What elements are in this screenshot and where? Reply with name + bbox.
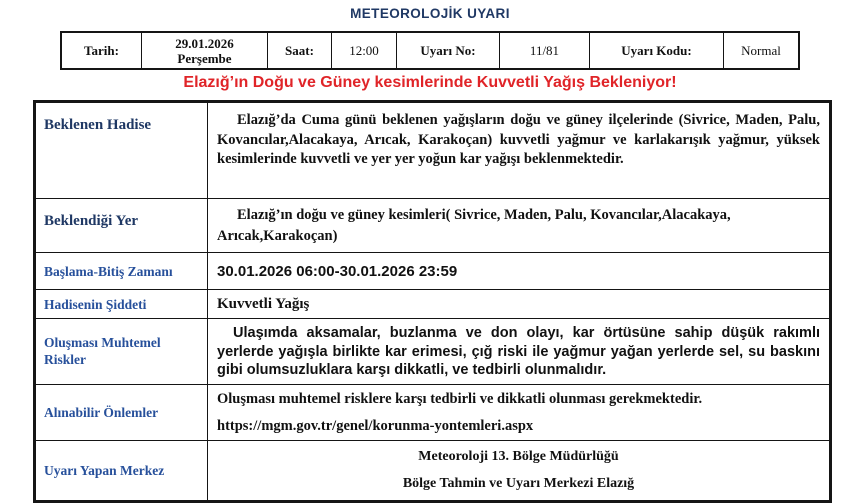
issuing-center-line1: Meteoroloji 13. Bölge Müdürlüğü — [418, 448, 619, 464]
date-label-text: Tarih: — [84, 43, 119, 58]
content-possible-measures — [208, 385, 829, 440]
time-label: Saat: — [268, 33, 332, 68]
label-event-severity: Hadisenin Şiddeti — [36, 290, 208, 318]
page-title: METEOROLOJİK UYARI — [350, 6, 510, 21]
label-expected-event: Beklenen Hadise — [36, 103, 208, 198]
warning-number-label: Uyarı No: — [397, 33, 500, 68]
label-possible-measures: Alınabilir Önlemler — [36, 385, 208, 440]
warning-table — [33, 100, 832, 503]
content-possible-risks: Ulaşımda aksamalar, buzlanma ve don olayı, kar örtüsüne sahip düşük rakımlı yerlerde yağışla birlikte kar erimesi, çığ riski ile yağmur yağan yerlerde sel, su baskını gibi olumsuzluklara karşı dikkatli, ve tedbirli olunmalıdır. — [217, 325, 820, 378]
warning-code-value: Normal — [741, 43, 781, 58]
table-row — [36, 253, 829, 290]
date-value-line1: 29.01.2026 — [175, 35, 234, 51]
table-row — [36, 441, 829, 500]
label-expected-place: Beklendiği Yer — [36, 199, 208, 252]
content-start-end-time: 30.01.2026 06:00-30.01.2026 23:59 — [217, 262, 458, 280]
table-row — [36, 199, 829, 253]
content-expected-place: Elazığ’ın doğu ve güney kesimleri( Sivrice, Maden, Palu, Kovancılar,Alacakaya, Arıcak,Karakoçan) — [217, 207, 731, 244]
time-value: 12:00 — [332, 33, 397, 68]
content-issuing-center — [208, 441, 829, 500]
meta-bar — [60, 31, 800, 70]
warning-headline: Elazığ’ın Doğu ve Güney kesimlerinde Kuvvetli Yağış Bekleniyor! — [183, 74, 677, 91]
label-start-end-time: Başlama-Bitiş Zamanı — [36, 253, 208, 289]
date-label — [62, 33, 142, 68]
date-value — [142, 33, 268, 68]
content-event-severity: Kuvvetli Yağış — [217, 295, 310, 312]
warning-number-value: 11/81 — [500, 33, 590, 68]
measures-text: Oluşması muhtemel risklere karşı tedbirli ve dikkatli olunması gerekmektedir. — [217, 390, 703, 407]
prevention-url-link[interactable]: https://mgm.gov.tr/genel/korunma-yontemleri.aspx — [217, 417, 534, 434]
issuing-center-line2: Bölge Tahmin ve Uyarı Merkezi Elazığ — [402, 475, 635, 491]
warning-code-label: Uyarı Kodu: — [590, 33, 724, 68]
content-expected-event: Elazığ’da Cuma günü beklenen yağışların doğu ve güney ilçelerinde (Sivrice, Maden, Palu, Kovancılar,Alacakaya, Arıcak, Karakoçan) kuvvetli yağmur ve karlakarışık yağmur, yüksek kesimlerinde kuvvetli ve yer yer yoğun kar yağışı beklenmektedir. — [217, 112, 820, 167]
date-value-line2: Perşembe — [177, 50, 232, 66]
table-row — [36, 385, 829, 441]
label-issuing-center: Uyarı Yapan Merkez — [36, 441, 208, 500]
table-row — [36, 290, 829, 319]
table-row — [36, 319, 829, 385]
table-row — [36, 103, 829, 199]
label-possible-risks: Oluşması Muhtemel Riskler — [36, 319, 208, 384]
